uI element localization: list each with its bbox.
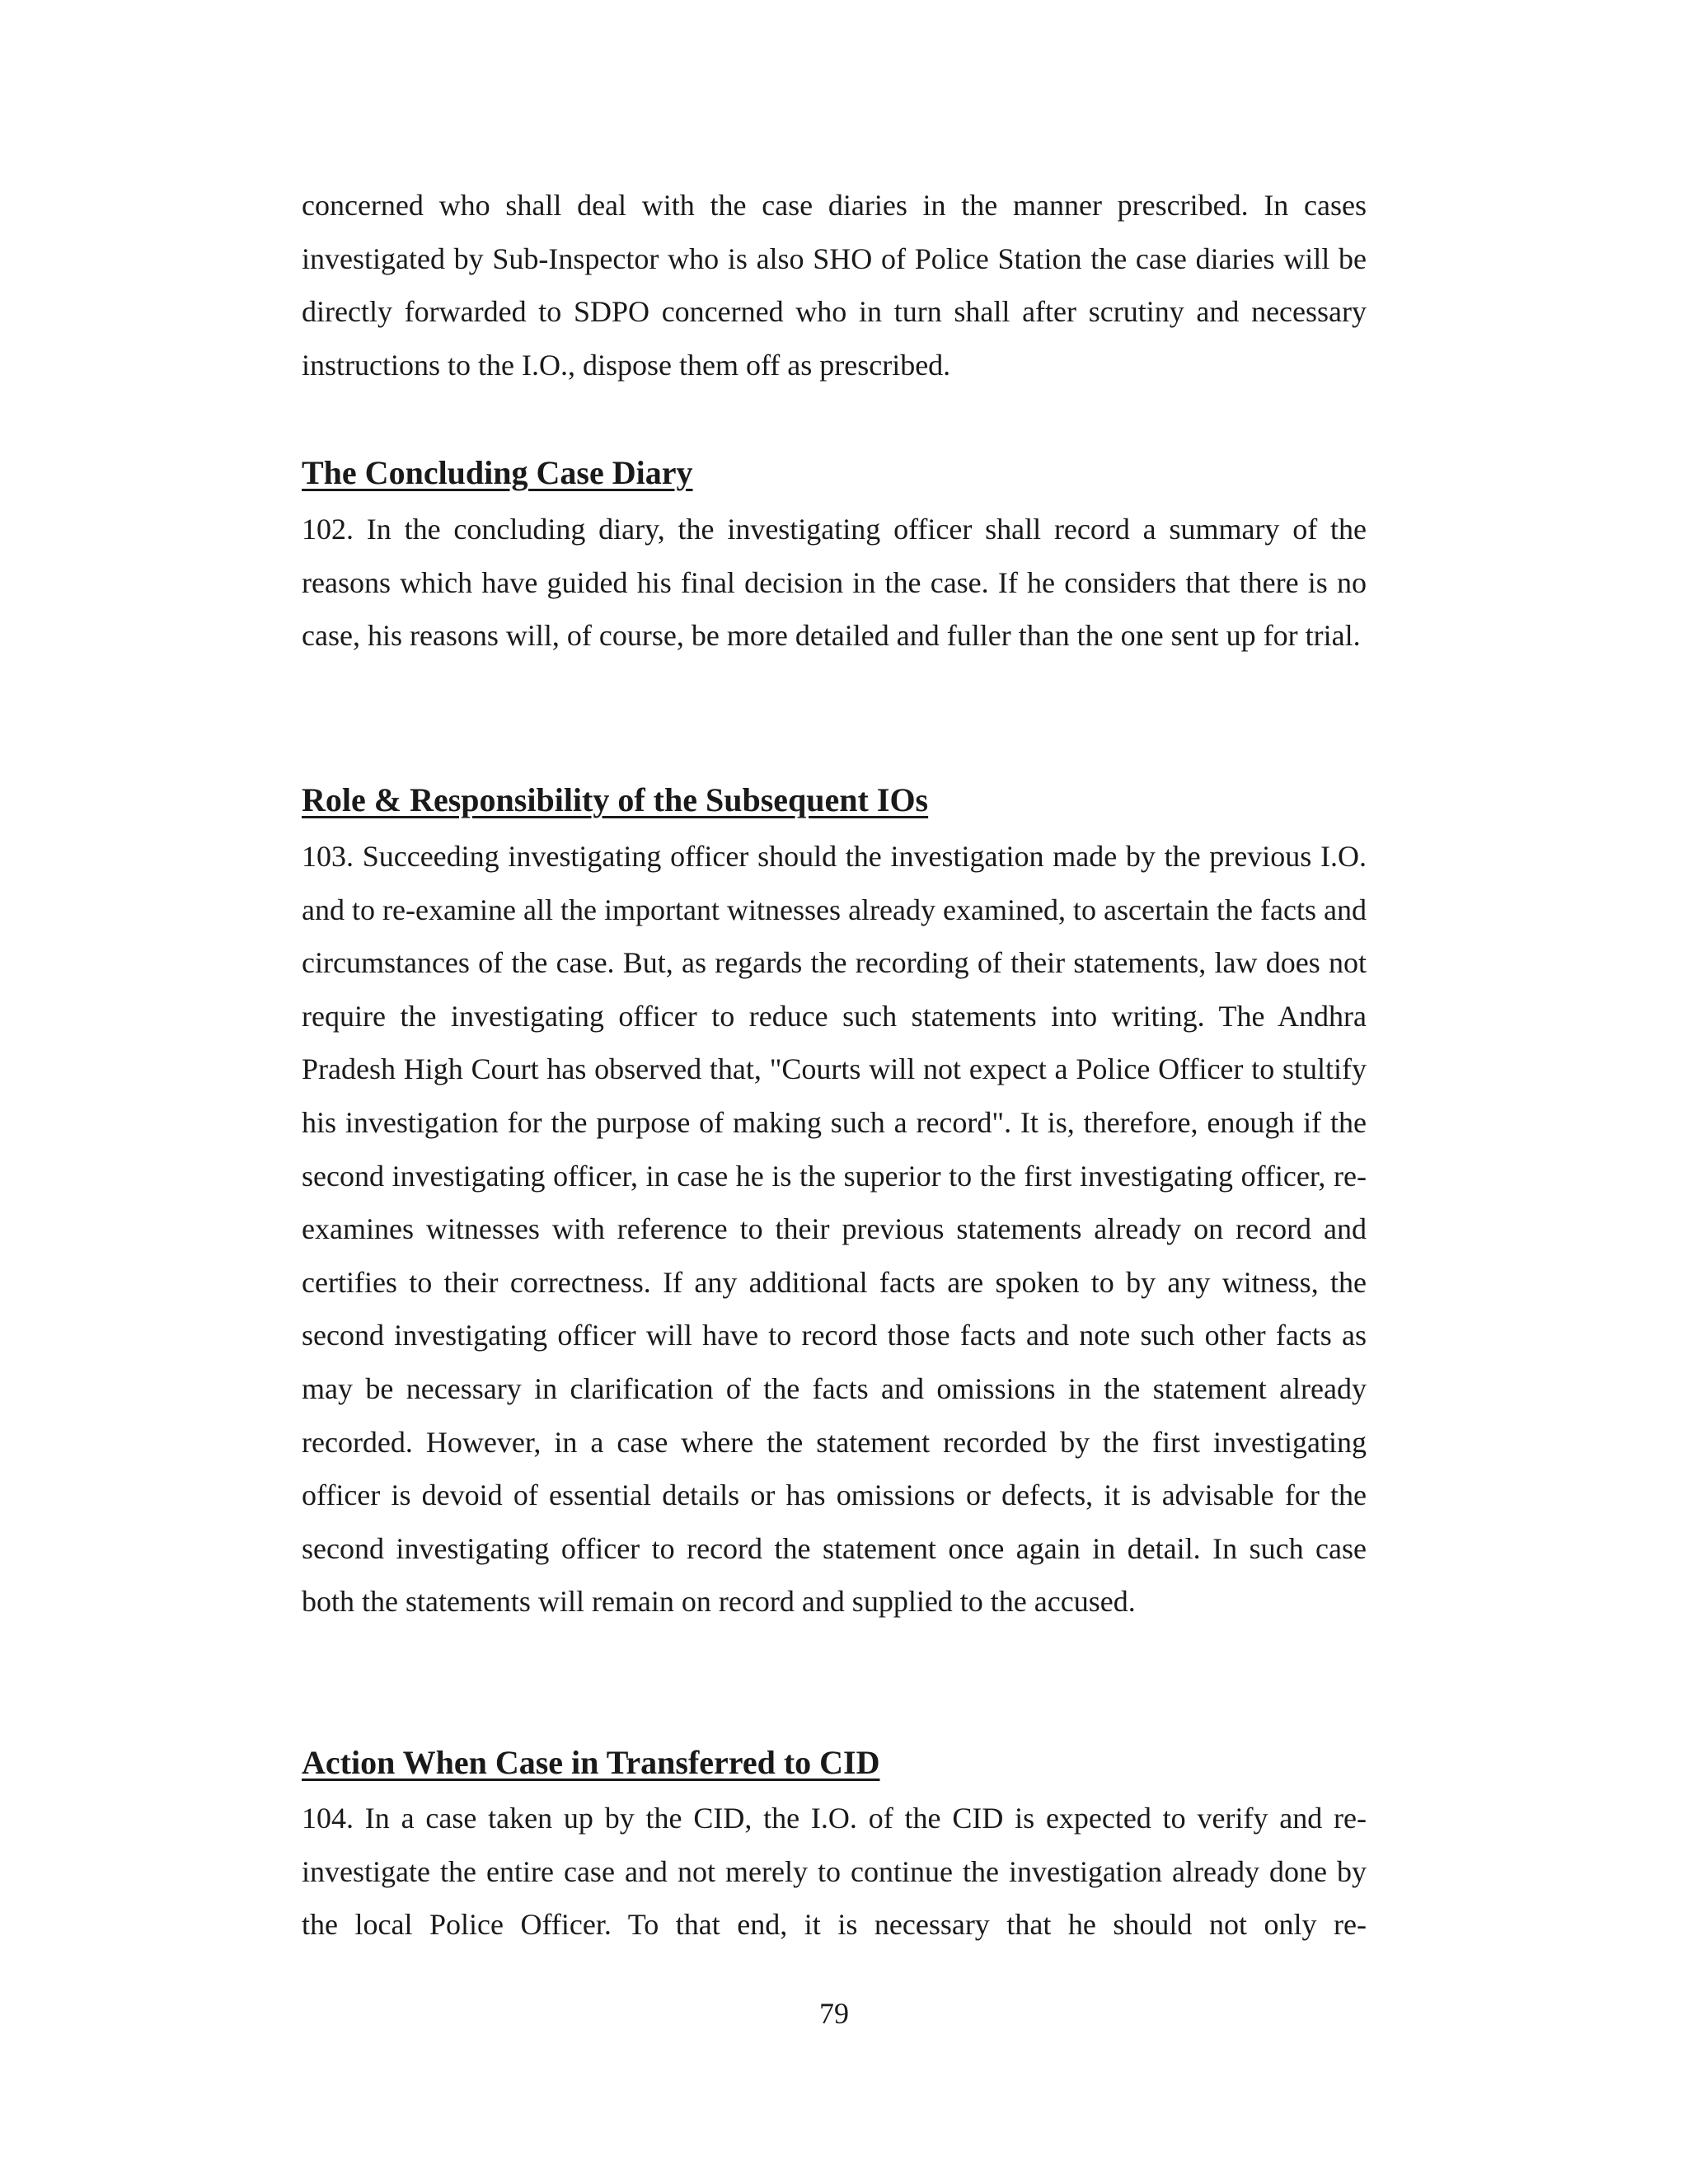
section-heading: The Concluding Case Diary: [302, 454, 693, 491]
section-paragraph: 104. In a case taken up by the CID, the I.O. of the CID is expected to verify and re-investigate the entire case and not merely to continue the investigation already done by the local Police Officer. To that end, it is necessary that he should not only re-: [302, 1802, 1367, 1942]
section-paragraph: 102. In the concluding diary, the investigating officer shall record a summary of the reasons which have guided his final decision in the case. If he considers that there is no case, his reasons will, of course, be more detailed and fuller than the one sent up for trial.: [302, 513, 1367, 653]
section-role-responsibility-body: [302, 830, 1367, 1629]
section-heading: Action When Case in Transferred to CID: [302, 1744, 880, 1781]
intro-paragraph: concerned who shall deal with the case diaries in the manner prescribed. In cases investigated by Sub-Inspector who is also SHO of Police Station the case diaries will be directly forwarded to SDPO concerned who in turn shall after scrutiny and necessary instructions to the I.O., dispose them off as prescribed.: [302, 189, 1367, 382]
section-action-cid: [302, 1740, 1367, 1786]
section-action-cid-body: [302, 1792, 1367, 1952]
section-paragraph: 103. Succeeding investigating officer should the investigation made by the previous I.O. and to re-examine all the important witnesses already examined, to ascertain the facts and circumstances of the case. But, as regards the recording of their statements, law does not require the investigating officer to reduce such statements into writing. The Andhra Pradesh High Court has observed that, "Courts will not expect a Police Officer to stultify his investigation for the purpose of making such a record". It is, therefore, enough if the second investigating officer, in case he is the superior to the first investigating officer, re-examines witnesses with reference to their previous statements already on record and certifies to their correctness. If any additional facts are spoken to by any witness, the second investigating officer will have to record those facts and note such other facts as may be necessary in clarification of the facts and omissions in the statement already recorded. However, in a case where the statement recorded by the first investigating officer is devoid of essential details or has omissions or defects, it is advisable for the second investigating officer to record the statement once again in detail. In such case both the statements will remain on record and supplied to the accused.: [302, 840, 1367, 1619]
intro-block: [302, 179, 1367, 391]
section-heading: Role & Responsibility of the Subsequent IOs: [302, 781, 929, 818]
section-role-responsibility: [302, 777, 1367, 823]
section-concluding-case-diary: [302, 450, 1367, 496]
document-page: [302, 0, 1367, 2184]
page-number: 79: [819, 1997, 849, 2030]
section-concluding-case-diary-body: [302, 503, 1367, 663]
